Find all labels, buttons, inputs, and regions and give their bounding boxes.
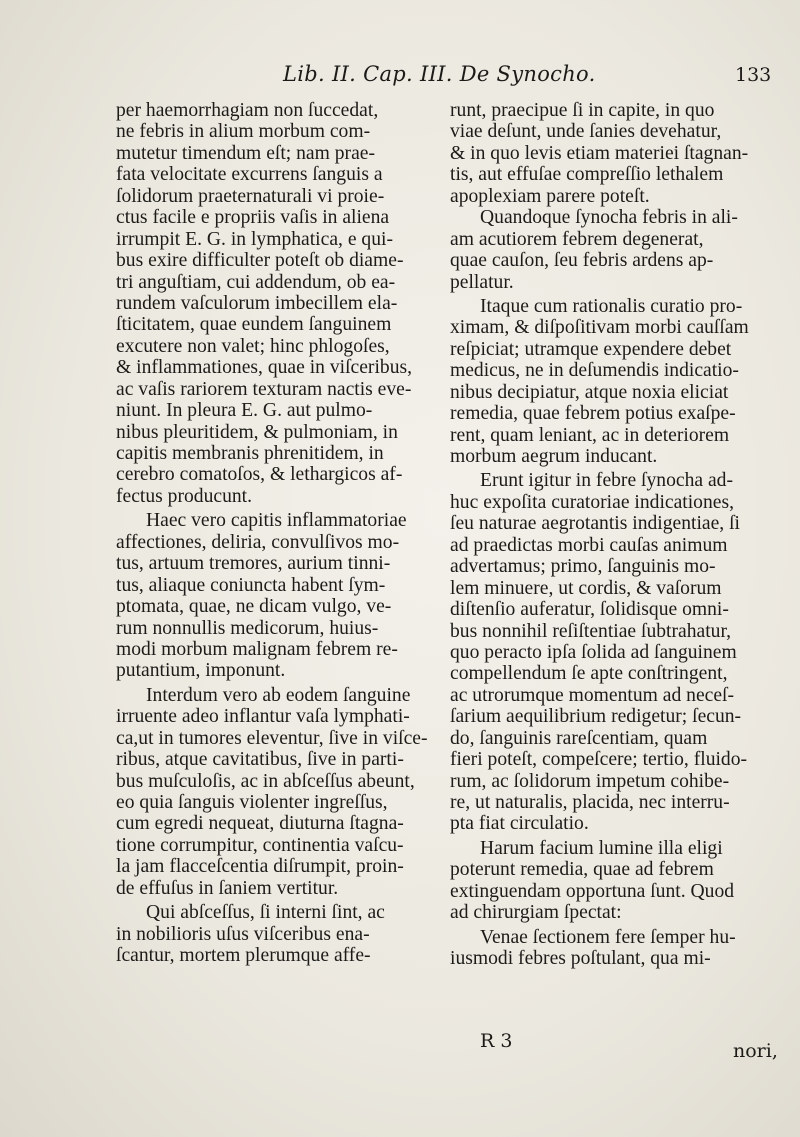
text-line: poterunt remedia, quae ad febrem: [450, 859, 714, 881]
text-line: apoplexiam parere poteſt.: [450, 185, 650, 207]
signature-mark: R 3: [480, 1030, 513, 1052]
text-line: lem minuere, ut cordis, & vaſorum: [450, 577, 722, 599]
running-title: Lib. II. Cap. III. De Synocho.: [283, 62, 596, 86]
text-line: diſtenſio auferatur, ſolidisque omni-: [450, 599, 729, 621]
text-line: bus muſculoſis, ac in abſceſſus abeunt,: [116, 770, 415, 792]
text-line: rundem vaſculorum imbecillem ela-: [116, 292, 398, 314]
text-line: ſeu naturae aegrotantis indigentiae, ſi: [450, 513, 740, 535]
text-line: ximam, & diſpoſitivam morbi cauſſam: [450, 317, 749, 339]
text-line: putantium, imponunt.: [116, 660, 286, 682]
text-line: de effuſus in ſaniem vertitur.: [116, 877, 339, 899]
text-line: morbum aegrum inducant.: [450, 446, 658, 467]
text-line: iusmodi febres poſtulant, qua mi-: [450, 948, 711, 970]
text-line: fieri poteſt, compeſcere; tertio, fluido-: [450, 749, 748, 771]
text-line: Itaque cum rationalis curatio pro-: [480, 295, 743, 317]
text-line: tus, aliaque coniuncta habent ſym-: [116, 574, 386, 596]
text-line: ſarium aequilibrium redigetur; ſecun-: [450, 706, 742, 728]
text-line: affectiones, deliria, convulſivos mo-: [116, 531, 400, 553]
text-line: mutetur timendum eſt; nam prae-: [116, 142, 375, 164]
page-header: [0, 62, 800, 102]
text-line: Interdum vero ab eodem ſanguine: [146, 684, 411, 706]
text-line: cum egredi nequeat, diuturna ſtagna-: [116, 813, 404, 835]
text-line: bus nonnihil reſiſtentiae ſubtrahatur,: [450, 620, 732, 642]
text-line: tione corrumpitur, continentia vaſcu-: [116, 834, 404, 856]
text-line: fata velocitate excurrens ſanguis a: [116, 164, 383, 186]
text-line: Qui abſceſſus, ſi interni ſint, ac: [146, 902, 385, 924]
text-line: quo peracto ipſa ſolida ad ſanguinem: [450, 641, 737, 663]
text-line: remedia, quae febrem potius exaſpe-: [450, 403, 736, 425]
text-line: rum nonnullis medicorum, huius-: [116, 617, 379, 639]
text-line: re, ut naturalis, placida, nec interru-: [450, 792, 730, 813]
text-line: rent, quam leniant, ac in deteriorem: [450, 424, 730, 446]
text-line: runt, praecipue ſi in capite, in quo: [450, 100, 715, 121]
text-line: tus, artuum tremores, aurium tinni-: [116, 553, 391, 575]
text-line: ac vaſis rariorem texturam nactis eve-: [116, 378, 412, 400]
text-line: eo quia ſanguis violenter ingreſſus,: [116, 792, 388, 813]
text-line: per haemorrhagiam non ſuccedat,: [116, 100, 379, 121]
text-line: reſpiciat; utramque expendere debet: [450, 338, 732, 360]
text-line: rum, ac ſolidorum impetum cohibe-: [450, 770, 730, 792]
text-line: ſcantur, mortem plerumque affe-: [116, 945, 371, 967]
text-line: pellatur.: [450, 271, 514, 293]
page-number: 133: [735, 64, 772, 86]
text-line: ſolidorum praeternaturali vi proie-: [116, 185, 385, 207]
text-line: Harum facium lumine illa eligi: [480, 837, 723, 859]
text-line: Quandoque ſynocha febris in ali-: [480, 207, 738, 229]
text-line: & inflammationes, quae in viſceribus,: [116, 357, 413, 379]
text-line: ne febris in alium morbum com-: [116, 121, 371, 143]
text-line: la jam flacceſcentia diſrumpit, proin-: [116, 856, 404, 878]
text-line: ca,ut in tumores eleventur, ſive in viſce-: [116, 727, 428, 749]
text-line: Haec vero capitis inflammatoriae: [146, 510, 407, 532]
text-line: compellendum ſe apte conſtringent,: [450, 663, 728, 685]
text-line: ac utrorumque momentum ad neceſ-: [450, 684, 735, 706]
text-line: nibus decipiatur, atque noxia eliciat: [450, 381, 729, 403]
text-line: ad chirurgiam ſpectat:: [450, 902, 622, 924]
text-line: extinguendam opportuna ſunt. Quod: [450, 880, 735, 902]
text-line: am acutiorem febrem degenerat,: [450, 228, 704, 250]
left-text-column: [116, 100, 440, 967]
text-line: quae cauſon, ſeu febris ardens ap-: [450, 250, 714, 272]
text-line: fectus producunt.: [116, 485, 253, 507]
text-line: in nobilioris uſus viſceribus ena-: [116, 923, 370, 945]
text-line: pta fiat circulatio.: [450, 813, 589, 835]
text-line: ſticitatem, quae eundem ſanguinem: [116, 314, 392, 336]
text-line: viae deſunt, unde ſanies devehatur,: [450, 121, 722, 143]
text-line: ad praedictas morbi cauſas animum: [450, 534, 728, 556]
text-line: irrumpit E. G. in lymphatica, e qui-: [116, 228, 393, 250]
text-line: irruente adeo inflantur vaſa lymphati-: [116, 706, 410, 728]
text-line: cerebro comatoſos, & lethargicos af-: [116, 464, 403, 486]
text-line: do, ſanguinis rareſcentiam, quam: [450, 727, 708, 749]
text-line: & in quo levis etiam materiei ſtagnan-: [450, 142, 749, 164]
text-line: huc expoſita curatoriae indicationes,: [450, 491, 734, 513]
text-line: advertamus; primo, ſanguinis mo-: [450, 556, 716, 578]
text-line: ptomata, quae, ne dicam vulgo, ve-: [116, 596, 392, 618]
catchword: nori,: [733, 1040, 778, 1062]
text-line: excutere non valet; hinc phlogoſes,: [116, 335, 390, 357]
text-line: ribus, atque cavitatibus, ſive in parti-: [116, 749, 404, 771]
text-line: Erunt igitur in febre ſynocha ad-: [480, 470, 733, 492]
text-line: tis, aut effuſae compreſſio lethalem: [450, 164, 724, 186]
text-line: modi morbum malignam febrem re-: [116, 638, 398, 660]
text-line: niunt. In pleura E. G. aut pulmo-: [116, 400, 373, 422]
text-line: Venae ſectionem fere ſemper hu-: [480, 926, 736, 948]
text-line: nibus pleuritidem, & pulmoniam, in: [116, 421, 398, 443]
text-line: medicus, ne in deſumendis indicatio-: [450, 360, 739, 382]
right-text-column: [450, 100, 770, 970]
text-line: ctus facile e propriis vaſis in aliena: [116, 207, 390, 229]
text-line: tri anguſtiam, cui addendum, ob ea-: [116, 271, 396, 293]
text-line: capitis membranis phrenitidem, in: [116, 443, 384, 464]
text-line: bus exire difficulter poteſt ob diame-: [116, 250, 404, 272]
